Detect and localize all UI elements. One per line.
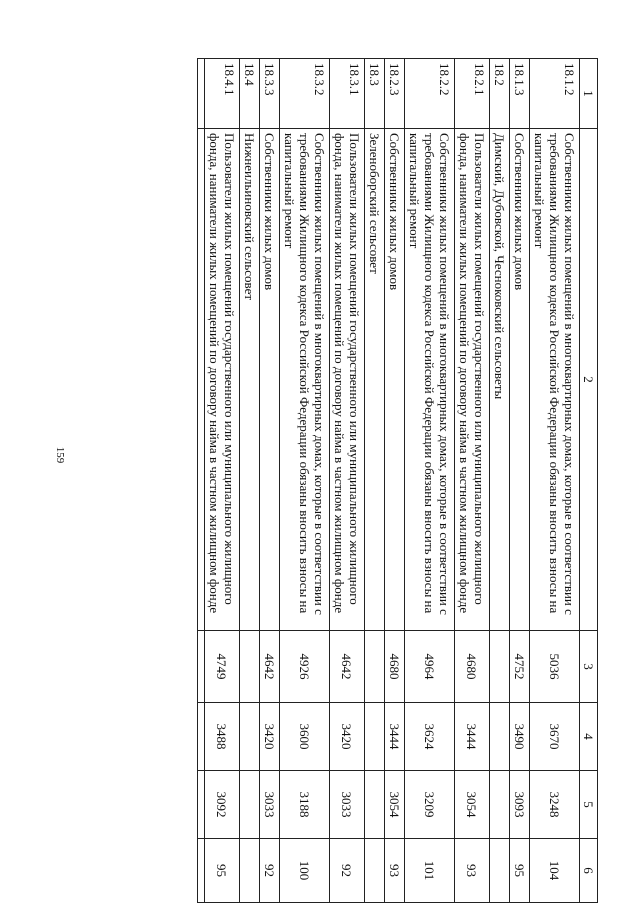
empty-cell bbox=[198, 839, 205, 903]
row-code: 18.2.3 bbox=[385, 59, 405, 129]
page-number: 159 bbox=[54, 446, 66, 464]
value-col3: 4926 bbox=[280, 631, 330, 703]
value-col3 bbox=[490, 631, 510, 703]
row-description: Собственники жилых помещений в многоквартирных домах, которые в соответствии с требованиями Жилищного кодекса Российской Федерации обязаны вносить взносы на капитальный ремонт bbox=[530, 129, 580, 631]
row-description: Собственники жилых помещений в многоквартирных домах, которые в соответствии с требованиями Жилищного кодекса Российской Федерации обязаны вносить взносы на капитальный ремонт bbox=[280, 129, 330, 631]
header-row bbox=[580, 59, 598, 903]
value-col4: 3600 bbox=[280, 703, 330, 771]
value-col5: 3188 bbox=[280, 771, 330, 839]
row-description: Собственники жилых домов bbox=[510, 129, 530, 631]
value-col4: 3490 bbox=[510, 703, 530, 771]
value-col5: 3209 bbox=[405, 771, 455, 839]
value-col6 bbox=[240, 839, 260, 903]
row-description: Зеленоборский сельсовет bbox=[365, 129, 385, 631]
value-col6 bbox=[365, 839, 385, 903]
value-col6: 95 bbox=[205, 839, 240, 903]
header-cell: 3 bbox=[580, 631, 598, 703]
value-col6: 93 bbox=[385, 839, 405, 903]
value-col6 bbox=[490, 839, 510, 903]
value-col5: 3054 bbox=[455, 771, 490, 839]
table-row-continuation bbox=[198, 59, 205, 903]
row-code: 18.1.2 bbox=[530, 59, 580, 129]
table-row bbox=[455, 59, 490, 903]
empty-cell bbox=[198, 59, 205, 129]
table-body bbox=[198, 59, 598, 903]
header-cell: 5 bbox=[580, 771, 598, 839]
value-col5 bbox=[240, 771, 260, 839]
value-col4: 3420 bbox=[260, 703, 280, 771]
value-col6: 100 bbox=[280, 839, 330, 903]
value-col3: 4964 bbox=[405, 631, 455, 703]
rotated-page bbox=[88, 58, 598, 902]
value-col3: 4752 bbox=[510, 631, 530, 703]
value-col4 bbox=[365, 703, 385, 771]
value-col5: 3033 bbox=[260, 771, 280, 839]
row-code: 18.2.1 bbox=[455, 59, 490, 129]
row-code: 18.2.2 bbox=[405, 59, 455, 129]
value-col4: 3488 bbox=[205, 703, 240, 771]
table-row bbox=[240, 59, 260, 903]
row-description: Собственники жилых помещений в многоквартирных домах, которые в соответствии с требованиями Жилищного кодекса Российской Федерации обязаны вносить взносы на капитальный ремонт bbox=[405, 129, 455, 631]
table-row bbox=[405, 59, 455, 903]
value-col6: 101 bbox=[405, 839, 455, 903]
value-col4 bbox=[490, 703, 510, 771]
header-cell: 6 bbox=[580, 839, 598, 903]
value-col5: 3033 bbox=[330, 771, 365, 839]
row-description: Димский, Дубовской, Чесноковский сельсоветы bbox=[490, 129, 510, 631]
empty-cell bbox=[198, 129, 205, 631]
row-code: 18.3 bbox=[365, 59, 385, 129]
value-col6: 92 bbox=[330, 839, 365, 903]
row-code: 18.4 bbox=[240, 59, 260, 129]
empty-cell bbox=[198, 771, 205, 839]
table-row bbox=[385, 59, 405, 903]
row-code: 18.1.3 bbox=[510, 59, 530, 129]
empty-cell bbox=[198, 631, 205, 703]
row-code: 18.3.1 bbox=[330, 59, 365, 129]
row-description: Пользователи жилых помещений государственного или муниципального жилищного фонда, наниматели жилых помещений по договору найма в частном жилищном фонде bbox=[455, 129, 490, 631]
value-col5 bbox=[490, 771, 510, 839]
header-cell: 4 bbox=[580, 703, 598, 771]
value-col5 bbox=[365, 771, 385, 839]
row-code: 18.2 bbox=[490, 59, 510, 129]
table-row bbox=[510, 59, 530, 903]
table-row bbox=[205, 59, 240, 903]
value-col3: 4642 bbox=[260, 631, 280, 703]
value-col4: 3444 bbox=[455, 703, 490, 771]
value-col5: 3248 bbox=[530, 771, 580, 839]
value-col5: 3054 bbox=[385, 771, 405, 839]
value-col6: 92 bbox=[260, 839, 280, 903]
tariff-table bbox=[197, 58, 598, 903]
row-code: 18.3.3 bbox=[260, 59, 280, 129]
value-col3: 5036 bbox=[530, 631, 580, 703]
value-col3: 4680 bbox=[455, 631, 490, 703]
value-col3: 4749 bbox=[205, 631, 240, 703]
value-col4: 3444 bbox=[385, 703, 405, 771]
row-description: Собственники жилых домов bbox=[385, 129, 405, 631]
value-col5: 3093 bbox=[510, 771, 530, 839]
value-col4: 3670 bbox=[530, 703, 580, 771]
row-description: Пользователи жилых помещений государственного или муниципального жилищного фонда, наниматели жилых помещений по договору найма в частном жилищном фонде bbox=[205, 129, 240, 631]
value-col3 bbox=[365, 631, 385, 703]
value-col6: 95 bbox=[510, 839, 530, 903]
header-cell: 1 bbox=[580, 59, 598, 129]
row-description: Пользователи жилых помещений государственного или муниципального жилищного фонда, наниматели жилых помещений по договору найма в частном жилищном фонде bbox=[330, 129, 365, 631]
row-code: 18.3.2 bbox=[280, 59, 330, 129]
row-code: 18.4.1 bbox=[205, 59, 240, 129]
table-row bbox=[330, 59, 365, 903]
empty-cell bbox=[198, 703, 205, 771]
value-col3 bbox=[240, 631, 260, 703]
table-row bbox=[530, 59, 580, 903]
value-col4: 3624 bbox=[405, 703, 455, 771]
table-row bbox=[365, 59, 385, 903]
value-col3: 4680 bbox=[385, 631, 405, 703]
table-row bbox=[260, 59, 280, 903]
value-col5: 3092 bbox=[205, 771, 240, 839]
header-cell: 2 bbox=[580, 129, 598, 631]
row-description: Собственники жилых домов bbox=[260, 129, 280, 631]
value-col3: 4642 bbox=[330, 631, 365, 703]
row-description: Нижнеильиновский сельсовет bbox=[240, 129, 260, 631]
table-row bbox=[490, 59, 510, 903]
value-col4 bbox=[240, 703, 260, 771]
value-col6: 93 bbox=[455, 839, 490, 903]
value-col4: 3420 bbox=[330, 703, 365, 771]
table-row bbox=[280, 59, 330, 903]
value-col6: 104 bbox=[530, 839, 580, 903]
